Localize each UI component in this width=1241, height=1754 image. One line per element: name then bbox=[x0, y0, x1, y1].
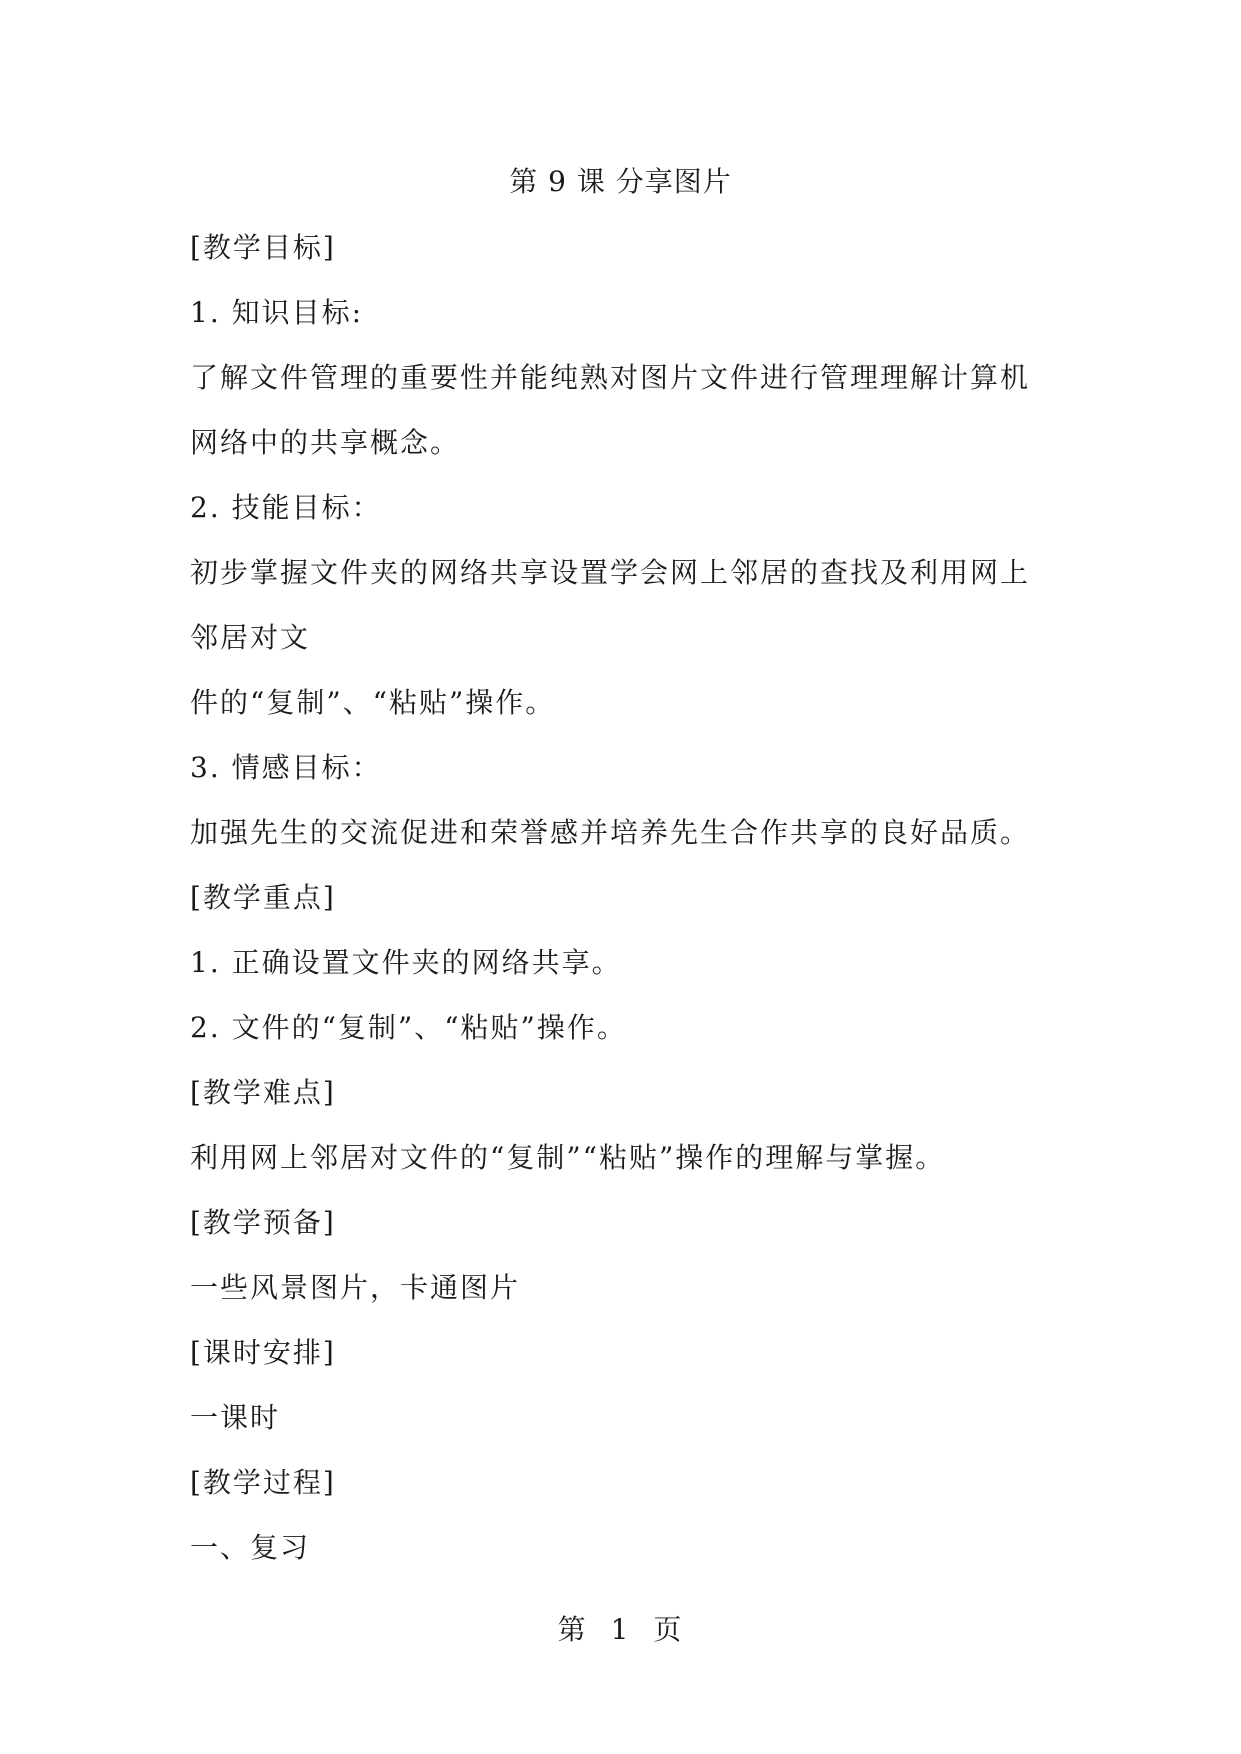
skill-objective-label: 2. 技能目标： bbox=[190, 491, 382, 524]
paragraph-line: 件的“复制”、“粘贴”操作。 bbox=[190, 686, 556, 719]
paragraph-line: 了解文件管理的重要性并能纯熟对图片文件进行管理理解计算机 bbox=[190, 361, 1031, 394]
paragraph-line: 一些风景图片，卡通图片 bbox=[190, 1271, 521, 1304]
paragraph-line: 加强先生的交流促进和荣誉感并培养先生合作共享的良好品质。 bbox=[190, 816, 1031, 849]
section-heading-objectives: [教学目标] bbox=[190, 231, 336, 264]
knowledge-objective-label: 1. 知识目标: bbox=[190, 296, 364, 329]
paragraph-line: 利用网上邻居对文件的“复制”“粘贴”操作的理解与掌握。 bbox=[190, 1141, 946, 1174]
section-heading-schedule: [课时安排] bbox=[190, 1336, 336, 1369]
section-heading-preparation: [教学预备] bbox=[190, 1206, 336, 1239]
footer-prefix: 第 bbox=[557, 1613, 588, 1646]
paragraph-line: 邻居对文 bbox=[190, 621, 311, 654]
page-number: 1 bbox=[610, 1613, 631, 1646]
paragraph-line: 一课时 bbox=[190, 1401, 281, 1434]
paragraph-line: 网络中的共享概念。 bbox=[190, 426, 461, 459]
document-body bbox=[190, 228, 1070, 1593]
footer-suffix: 页 bbox=[653, 1613, 684, 1646]
emotion-objective-label: 3. 情感目标： bbox=[190, 751, 382, 784]
section-heading-key-points: [教学重点] bbox=[190, 881, 336, 914]
list-item: 1. 正确设置文件夹的网络共享。 bbox=[190, 946, 622, 979]
subsection-heading-review: 一、复习 bbox=[190, 1531, 311, 1564]
section-heading-process: [教学过程] bbox=[190, 1466, 336, 1499]
paragraph-line: 初步掌握文件夹的网络共享设置学会网上邻居的查找及利用网上 bbox=[190, 556, 1031, 589]
list-item: 2. 文件的“复制”、“粘贴”操作。 bbox=[190, 1011, 627, 1044]
page-footer bbox=[0, 1610, 1241, 1650]
page-title: 第 9 课 分享图片 bbox=[509, 165, 732, 198]
section-heading-difficulties: [教学难点] bbox=[190, 1076, 336, 1109]
